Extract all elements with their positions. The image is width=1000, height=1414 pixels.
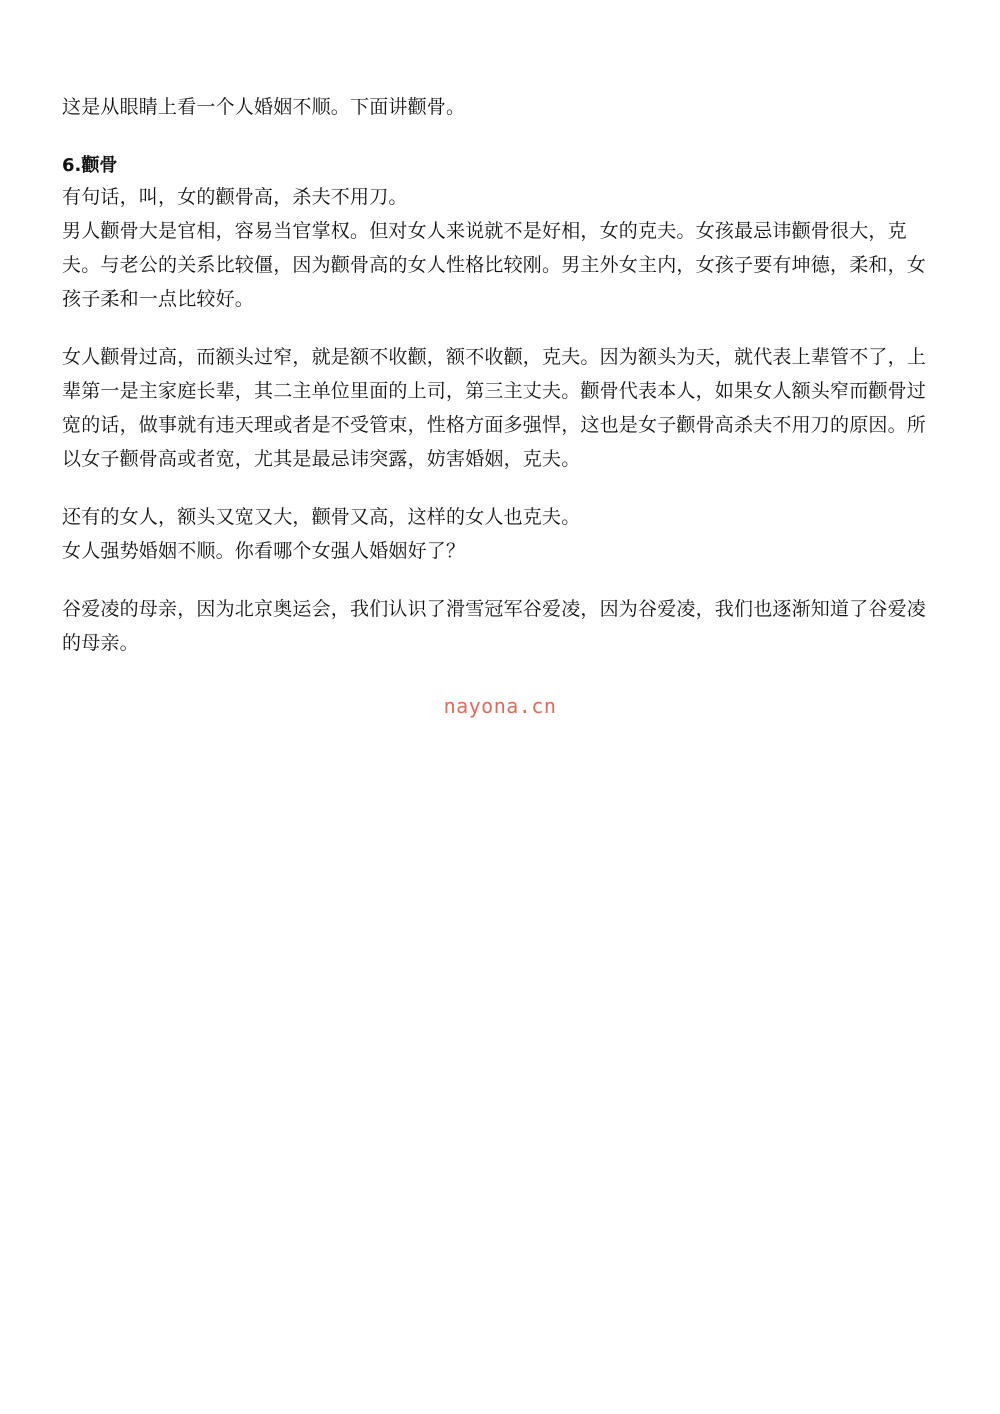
paragraph-wide-forehead: 还有的女人，额头又宽又大，颧骨又高，这样的女人也克夫。 <box>62 506 581 528</box>
section-heading: 6.颧骨 <box>62 155 118 176</box>
spacer <box>62 124 942 152</box>
paragraph-official-look: 男人颧骨大是官相，容易当官掌权。但对女人来说就不是好相，女的克夫。女孩最忌讳颧骨很大，克夫。与老公的关系比较僵，因为颧骨高的女人性格比较刚。男主外女主内，女孩子要有坤德，柔和，女孩子柔和一点比较好。 <box>62 220 927 310</box>
spacer <box>62 316 942 340</box>
spacer <box>62 568 942 592</box>
document-body <box>62 90 942 660</box>
watermark-text: nayona.cn <box>443 694 557 718</box>
paragraph-saying: 有句话，叫，女的颧骨高，杀夫不用刀。 <box>62 186 408 208</box>
paragraph-strong-woman: 女人强势婚姻不顺。你看哪个女强人婚姻好了？ <box>62 540 466 562</box>
paragraph-forehead: 女人颧骨过高，而额头过窄，就是额不收颧，额不收颧，克夫。因为额头为天，就代表上辈管不了，上辈第一是主家庭长辈，其二主单位里面的上司，第三主丈夫。颧骨代表本人，如果女人额头窄而颧骨过宽的话，做事就有违天理或者是不受管束，性格方面多强悍，这也是女子颧骨高杀夫不用刀的原因。所以女子颧骨高或者宽，尤其是最忌讳突露，妨害婚姻，克夫。 <box>62 346 927 470</box>
spacer <box>62 476 942 500</box>
paragraph-gu-ailing: 谷爱凌的母亲，因为北京奥运会，我们认识了滑雪冠军谷爱凌，因为谷爱凌，我们也逐渐知道了谷爱凌的母亲。 <box>62 598 927 654</box>
intro-paragraph: 这是从眼睛上看一个人婚姻不顺。下面讲颧骨。 <box>62 96 466 118</box>
